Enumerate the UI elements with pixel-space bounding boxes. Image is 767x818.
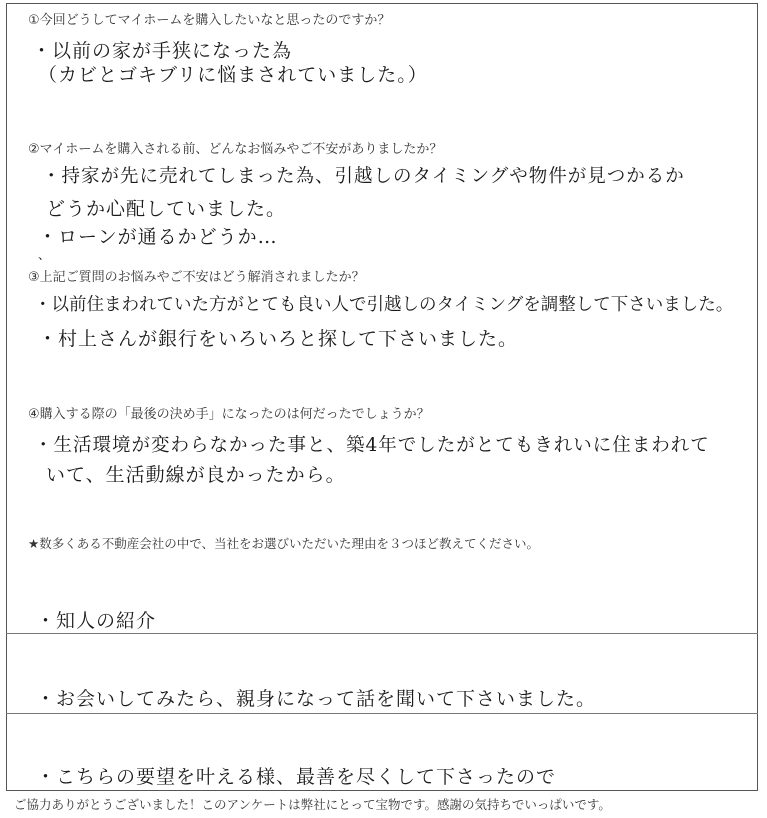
question-2-answer-line-3: ・ローンが通るかどうか… (38, 226, 278, 248)
question-5-label: ★数多くある不動産会社の中で、当社をお選びいただいた理由を３つほど教えてください。 (28, 536, 539, 551)
footer-thanks: ご協力ありがとうございました！このアンケートは弊社にとって宝物です。感謝の気持ちでいっぱいです。 (14, 797, 611, 812)
question-3-answer-line-1: ・以前住まわれていた方がとても良い人で引越しのタイミングを調整して下さいました。 (34, 295, 734, 315)
question-4-label: ④購入する際の「最後の決め手」になったのは何だったでしょうか？ (28, 407, 430, 422)
question-5-answer-line-1: ・知人の紹介 (36, 610, 157, 632)
question-4-answer-line-1: ・生活環境が変わらなかった事と、築4年でしたがとてもきれいに住まわれて (34, 435, 710, 456)
question-5-answer-line-3: ・こちらの要望を叶える様、最善を尽くして下さったので (36, 766, 557, 788)
question-2-answer-line-2: どうか心配していました。 (46, 198, 287, 220)
question-2-answer-line-4: 、 (38, 248, 52, 262)
question-3-answer-line-2: ・村上さんが銀行をいろいろと探して下さいました。 (38, 328, 519, 350)
question-1-answer-line-1: ・以前の家が手狭になった為 (32, 40, 293, 62)
question-1-answer-line-2: （カビとゴキブリに悩まされていました。） (38, 64, 428, 86)
question-2-answer-line-1: ・持家が先に売れてしまった為、引越しのタイミングや物件が見つかるか (42, 166, 685, 187)
survey-sheet (6, 3, 758, 791)
question-3-label: ③上記ご質問のお悩みやご不安はどう解消されましたか？ (28, 270, 365, 285)
question-4-answer-line-2: いて、生活動線が良かったから。 (46, 464, 346, 486)
answer-rule-1 (6, 633, 758, 634)
answer-rule-2 (6, 713, 758, 714)
question-2-label: ②マイホームを購入される前、どんなお悩みやご不安がありましたか？ (28, 142, 443, 157)
question-5-answer-line-2: ・お会いしてみたら、親身になって話を聞いて下さいました。 (36, 688, 597, 710)
question-1-label: ①今回どうしてマイホームを購入したいなと思ったのですか？ (28, 13, 391, 28)
